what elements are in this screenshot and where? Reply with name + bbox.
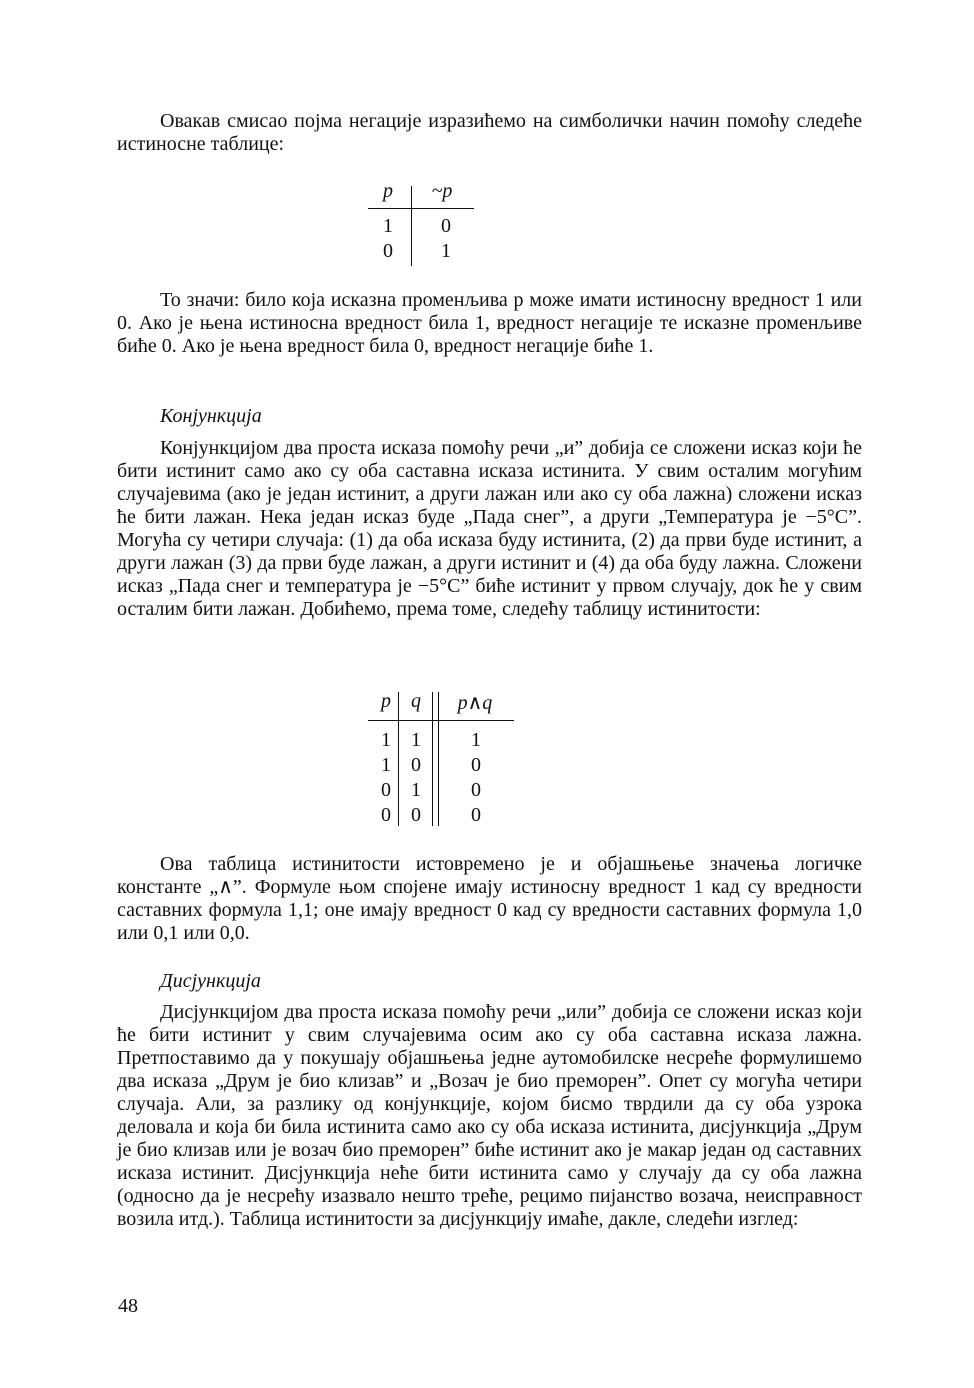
conjunction-divider-2 (432, 692, 433, 826)
disjunction-paragraph: Дисјункцијом два проста исказа помоћу речи „или” добија се сложени исказ који ће бити истинит у свим случајевима осим ако су оба саставна исказа лажна. Претпоставимо да у покушају објашњења једне аутомобилске несреће формулишемо два исказа „Друм је био клизав” и „Возач је био преморен”. Опет су могућа четири случаја. Али, за разлику од конјункције, којом бисмо тврдили да су оба узрока деловала и која би била истинита само ако су оба исказа истинита, дисјункција „Друм је био клизав или је возач био преморен” биће истинит ако је макар један од саставних исказа истинит. Дисјункција неће бити истинита само у случају да су оба лажна (односно да је несрећу изазвало нешто треће, рецимо пијанство возача, неисправност возила итд.). Таблица истинитости за дисјункцију имаће, дакле, следећи изглед: (117, 1001, 862, 1230)
conjunction-row1-q: 1 (411, 729, 421, 751)
conjunction-divider-1 (398, 692, 399, 826)
conjunction-row3-result: 0 (471, 779, 481, 801)
conjunction-row2-q: 0 (411, 754, 421, 776)
conjunction-row1-p: 1 (381, 729, 391, 751)
conjunction-row4-p: 0 (381, 804, 391, 826)
conjunction-header-p: p (381, 690, 391, 712)
conjunction-row2-result: 0 (471, 754, 481, 776)
negation-row1-not-p: 0 (441, 215, 451, 237)
negation-explanation: То значи: било која исказна променљива p може имати истиносну вредност 1 или 0. Ако је њена истиносна вредност била 1, вредност негације те исказне променљиве биће 0. Ако је њена вредност била 0, вредност негације биће 1. (117, 289, 862, 357)
disjunction-heading: Дисјункција (160, 970, 261, 992)
conjunction-row1-result: 1 (471, 729, 481, 751)
conjunction-paragraph: Конјункцијом два проста исказа помоћу речи „и” добија се сложени исказ који ће бити истинит само ако су оба саставна исказа истинита. У свим осталим могућим случајевима (ако је један истинит, а други лажан или ако су оба лажна) сложени исказ ће бити лажан. Нека један исказ буде „Пада снег”, а други „Температура је −5°C”. Могућа су четири случаја: (1) да оба исказа буду истинита, (2) да први буде истинит, а други лажан (3) да први буде лажан, а други истинит и (4) да оба буду лажна. Сложени исказ „Пада снег и температура је −5°C” биће истинит у првом случају, док ће у свим осталим бити лажан. Добићемо, према томе, следећу таблицу истинитости: (117, 437, 862, 620)
negation-column-divider (411, 186, 412, 266)
conjunction-row4-q: 0 (411, 804, 421, 826)
conjunction-header-rule (368, 720, 514, 721)
negation-row1-p: 1 (383, 215, 393, 237)
conjunction-heading: Конјункција (160, 405, 262, 427)
negation-header-not-p: ~p (431, 180, 453, 202)
conjunction-explanation: Ова таблица истинитости истовремено је и објашњење значења логичке константе „∧”. Формуле њом спојене имају истиносну вредност 1 кад су вредности саставних формула 1,1; оне имају вредност 0 кад су вредности саставних формула 1,0 или 0,1 или 0,0. (117, 853, 862, 944)
conjunction-row3-p: 0 (381, 779, 391, 801)
negation-row2-p: 0 (383, 240, 393, 262)
conjunction-header-q: q (411, 690, 421, 712)
intro-paragraph: Овакав смисао појма негације изразићемо на симболички начин помоћу следеће истиносне таблице: (117, 110, 862, 155)
conjunction-divider-3 (438, 692, 439, 826)
negation-header-p: p (383, 180, 393, 202)
conjunction-row4-result: 0 (471, 804, 481, 826)
conjunction-row3-q: 1 (411, 779, 421, 801)
page-number: 48 (118, 1295, 138, 1317)
conjunction-row2-p: 1 (381, 754, 391, 776)
negation-header-rule (368, 208, 474, 209)
negation-row2-not-p: 1 (441, 240, 451, 262)
conjunction-header-p-and-q: p∧q (457, 692, 493, 714)
